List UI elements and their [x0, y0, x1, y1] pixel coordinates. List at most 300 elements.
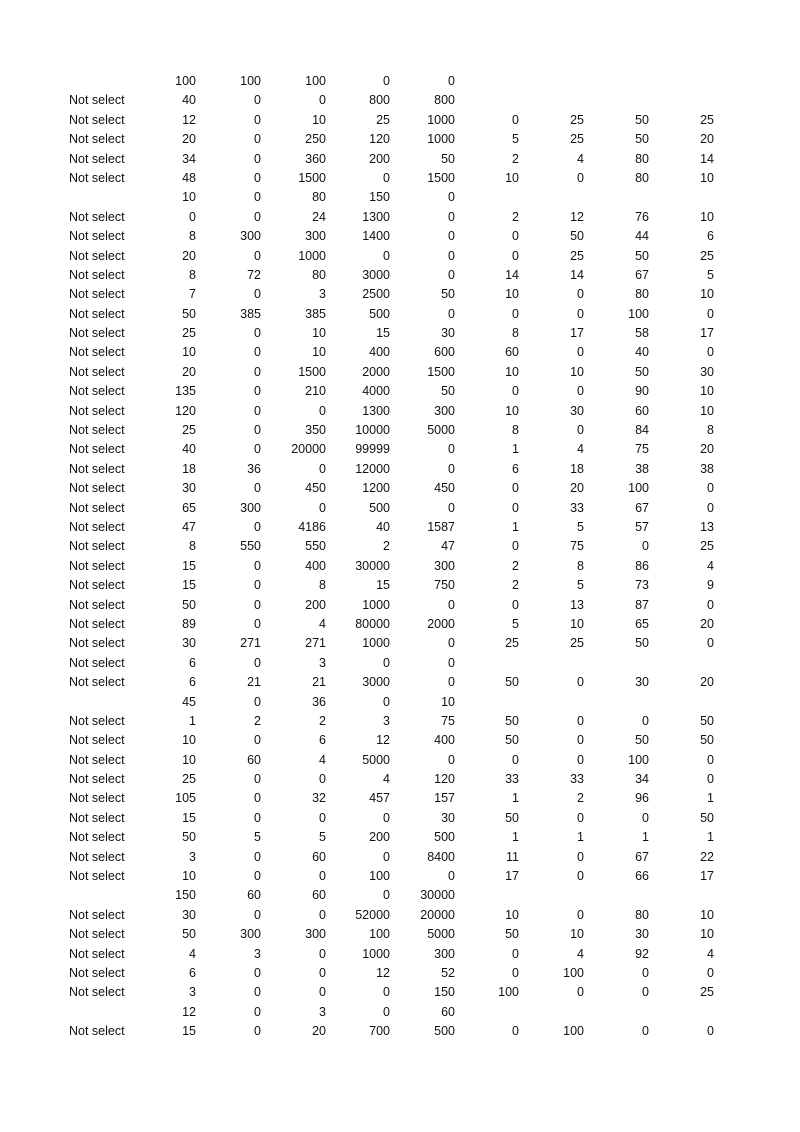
table-row [0, 227, 800, 246]
value-cell: 1500 [298, 364, 326, 379]
table-row [0, 305, 800, 324]
value-cell: 0 [254, 112, 261, 127]
table-row [0, 615, 800, 634]
value-cell: 500 [434, 830, 455, 845]
table-row [0, 557, 800, 576]
value-cell: 6 [189, 675, 196, 690]
value-cell: 52 [441, 965, 455, 980]
value-cell: 2 [512, 578, 519, 593]
value-cell: 0 [707, 965, 714, 980]
table-row [0, 906, 800, 925]
value-cell: 32 [312, 791, 326, 806]
table-row [0, 343, 800, 362]
table-row [0, 72, 800, 91]
value-cell: 8 [189, 267, 196, 282]
value-cell: 100 [628, 306, 649, 321]
value-cell: 1300 [362, 403, 390, 418]
value-cell: 0 [512, 1024, 519, 1039]
status-cell: Not select [69, 752, 125, 767]
value-cell: 2000 [362, 364, 390, 379]
value-cell: 80 [635, 170, 649, 185]
value-cell: 0 [254, 869, 261, 884]
value-cell: 15 [376, 578, 390, 593]
value-cell: 360 [305, 151, 326, 166]
value-cell: 21 [312, 675, 326, 690]
value-cell: 33 [505, 772, 519, 787]
table-row [0, 964, 800, 983]
value-cell: 300 [434, 558, 455, 573]
value-cell: 0 [577, 810, 584, 825]
value-cell: 0 [577, 287, 584, 302]
value-cell: 0 [707, 306, 714, 321]
value-cell: 300 [240, 229, 261, 244]
value-cell: 80 [635, 287, 649, 302]
value-cell: 1 [512, 442, 519, 457]
value-cell: 50 [700, 733, 714, 748]
value-cell: 10 [182, 869, 196, 884]
value-cell: 5000 [427, 423, 455, 438]
table-row [0, 673, 800, 692]
value-cell: 30 [700, 364, 714, 379]
status-cell: Not select [69, 93, 125, 108]
value-cell: 50 [182, 597, 196, 612]
value-cell: 5 [512, 132, 519, 147]
value-cell: 80 [312, 190, 326, 205]
value-cell: 57 [635, 519, 649, 534]
table-row [0, 886, 800, 905]
value-cell: 25 [570, 248, 584, 263]
value-cell: 1 [707, 830, 714, 845]
value-cell: 500 [369, 500, 390, 515]
value-cell: 25 [700, 539, 714, 554]
value-cell: 100 [628, 481, 649, 496]
value-cell: 4 [707, 946, 714, 961]
status-cell: Not select [69, 636, 125, 651]
value-cell: 10 [700, 287, 714, 302]
value-cell: 40 [635, 345, 649, 360]
table-row [0, 266, 800, 285]
value-cell: 135 [175, 384, 196, 399]
value-cell: 17 [700, 869, 714, 884]
value-cell: 0 [448, 209, 455, 224]
value-cell: 25 [182, 326, 196, 341]
table-row [0, 731, 800, 750]
value-cell: 3 [254, 946, 261, 961]
table-row [0, 91, 800, 110]
value-cell: 2000 [427, 616, 455, 631]
value-cell: 73 [635, 578, 649, 593]
value-cell: 0 [448, 267, 455, 282]
value-cell: 0 [577, 849, 584, 864]
value-cell: 67 [635, 267, 649, 282]
value-cell: 150 [434, 985, 455, 1000]
value-cell: 10 [182, 345, 196, 360]
value-cell: 1 [642, 830, 649, 845]
status-cell: Not select [69, 772, 125, 787]
value-cell: 0 [254, 287, 261, 302]
value-cell: 0 [642, 810, 649, 825]
value-cell: 25 [700, 248, 714, 263]
value-cell: 5000 [427, 927, 455, 942]
value-cell: 100 [240, 74, 261, 88]
status-cell: Not select [69, 907, 125, 922]
value-cell: 50 [635, 132, 649, 147]
value-cell: 60 [635, 403, 649, 418]
value-cell: 67 [635, 849, 649, 864]
value-cell: 500 [369, 306, 390, 321]
value-cell: 8 [707, 423, 714, 438]
value-cell: 2 [512, 209, 519, 224]
value-cell: 0 [254, 849, 261, 864]
value-cell: 10 [182, 190, 196, 205]
table-row [0, 285, 800, 304]
value-cell: 0 [577, 675, 584, 690]
value-cell: 25 [570, 636, 584, 651]
value-cell: 50 [441, 151, 455, 166]
value-cell: 10 [312, 112, 326, 127]
value-cell: 0 [707, 481, 714, 496]
value-cell: 300 [240, 927, 261, 942]
value-cell: 50 [182, 830, 196, 845]
table-row [0, 945, 800, 964]
value-cell: 50 [635, 248, 649, 263]
value-cell: 0 [448, 597, 455, 612]
table-row [0, 596, 800, 615]
value-cell: 400 [434, 733, 455, 748]
value-cell: 25 [505, 636, 519, 651]
value-cell: 12 [570, 209, 584, 224]
value-cell: 20 [312, 1024, 326, 1039]
value-cell: 5000 [362, 752, 390, 767]
status-cell: Not select [69, 655, 125, 670]
value-cell: 1000 [362, 636, 390, 651]
value-cell: 1000 [362, 946, 390, 961]
value-cell: 0 [254, 403, 261, 418]
value-cell: 385 [305, 306, 326, 321]
value-cell: 0 [254, 248, 261, 263]
value-cell: 60 [312, 849, 326, 864]
value-cell: 500 [434, 1024, 455, 1039]
value-cell: 8 [577, 558, 584, 573]
table-row [0, 751, 800, 770]
value-cell: 15 [182, 810, 196, 825]
value-cell: 4186 [298, 519, 326, 534]
value-cell: 0 [254, 616, 261, 631]
value-cell: 4 [383, 772, 390, 787]
value-cell: 0 [383, 888, 390, 903]
value-cell: 0 [254, 655, 261, 670]
table-row [0, 848, 800, 867]
status-cell: Not select [69, 267, 125, 282]
value-cell: 0 [254, 170, 261, 185]
value-cell: 100 [175, 74, 196, 88]
value-cell: 300 [240, 500, 261, 515]
value-cell: 0 [642, 539, 649, 554]
value-cell: 87 [635, 597, 649, 612]
value-cell: 0 [383, 170, 390, 185]
value-cell: 4 [319, 752, 326, 767]
value-cell: 10 [700, 403, 714, 418]
value-cell: 0 [448, 229, 455, 244]
value-cell: 100 [628, 752, 649, 767]
value-cell: 4 [319, 616, 326, 631]
value-cell: 271 [305, 636, 326, 651]
table-row [0, 1003, 800, 1022]
value-cell: 12 [376, 965, 390, 980]
value-cell: 6 [189, 965, 196, 980]
table-row [0, 867, 800, 886]
value-cell: 33 [570, 772, 584, 787]
value-cell: 50 [635, 112, 649, 127]
value-cell: 0 [707, 597, 714, 612]
value-cell: 0 [512, 965, 519, 980]
value-cell: 30000 [420, 888, 455, 903]
value-cell: 100 [563, 1024, 584, 1039]
value-cell: 4 [577, 946, 584, 961]
value-cell: 0 [448, 869, 455, 884]
value-cell: 1 [189, 713, 196, 728]
value-cell: 0 [254, 772, 261, 787]
value-cell: 10 [570, 364, 584, 379]
value-cell: 0 [383, 810, 390, 825]
value-cell: 4 [189, 946, 196, 961]
value-cell: 65 [182, 500, 196, 515]
value-cell: 10 [312, 345, 326, 360]
value-cell: 34 [182, 151, 196, 166]
value-cell: 700 [369, 1024, 390, 1039]
value-cell: 300 [305, 229, 326, 244]
table-row [0, 130, 800, 149]
value-cell: 15 [182, 578, 196, 593]
value-cell: 0 [448, 675, 455, 690]
value-cell: 20 [700, 675, 714, 690]
value-cell: 10 [312, 326, 326, 341]
status-cell: Not select [69, 229, 125, 244]
table-row [0, 693, 800, 712]
status-cell: Not select [69, 209, 125, 224]
value-cell: 2 [577, 791, 584, 806]
value-cell: 0 [577, 170, 584, 185]
value-cell: 60 [247, 888, 261, 903]
status-cell: Not select [69, 849, 125, 864]
value-cell: 75 [570, 539, 584, 554]
value-cell: 450 [434, 481, 455, 496]
value-cell: 25 [182, 423, 196, 438]
value-cell: 0 [254, 384, 261, 399]
status-cell: Not select [69, 810, 125, 825]
status-cell: Not select [69, 442, 125, 457]
value-cell: 40 [182, 442, 196, 457]
value-cell: 0 [319, 985, 326, 1000]
value-cell: 0 [512, 597, 519, 612]
value-cell: 38 [635, 461, 649, 476]
value-cell: 75 [441, 713, 455, 728]
status-cell: Not select [69, 578, 125, 593]
value-cell: 100 [369, 869, 390, 884]
value-cell: 3 [189, 849, 196, 864]
value-cell: 33 [570, 500, 584, 515]
value-cell: 1000 [427, 112, 455, 127]
value-cell: 5 [512, 616, 519, 631]
value-cell: 72 [247, 267, 261, 282]
value-cell: 0 [577, 985, 584, 1000]
status-cell: Not select [69, 112, 125, 127]
value-cell: 0 [512, 112, 519, 127]
status-cell: Not select [69, 481, 125, 496]
value-cell: 10000 [355, 423, 390, 438]
value-cell: 30 [635, 675, 649, 690]
value-cell: 10 [505, 907, 519, 922]
value-cell: 17 [700, 326, 714, 341]
value-cell: 10 [700, 384, 714, 399]
value-cell: 0 [319, 907, 326, 922]
value-cell: 1 [512, 519, 519, 534]
table-row [0, 537, 800, 556]
value-cell: 36 [312, 694, 326, 709]
value-cell: 47 [182, 519, 196, 534]
value-cell: 0 [707, 345, 714, 360]
value-cell: 0 [254, 965, 261, 980]
value-cell: 1 [707, 791, 714, 806]
value-cell: 385 [240, 306, 261, 321]
value-cell: 10 [182, 733, 196, 748]
value-cell: 30 [182, 907, 196, 922]
value-cell: 100 [498, 985, 519, 1000]
value-cell: 150 [175, 888, 196, 903]
value-cell: 300 [434, 403, 455, 418]
value-cell: 1400 [362, 229, 390, 244]
value-cell: 84 [635, 423, 649, 438]
value-cell: 8 [189, 229, 196, 244]
value-cell: 10 [570, 616, 584, 631]
value-cell: 157 [434, 791, 455, 806]
value-cell: 0 [577, 752, 584, 767]
value-cell: 0 [512, 306, 519, 321]
value-cell: 50 [635, 636, 649, 651]
value-cell: 0 [448, 74, 455, 88]
value-cell: 5 [707, 267, 714, 282]
value-cell: 0 [642, 965, 649, 980]
table-row [0, 654, 800, 673]
status-cell: Not select [69, 132, 125, 147]
table-row [0, 188, 800, 207]
status-cell: Not select [69, 791, 125, 806]
value-cell: 50 [505, 675, 519, 690]
value-cell: 80 [635, 151, 649, 166]
value-cell: 5 [254, 830, 261, 845]
status-cell: Not select [69, 830, 125, 845]
value-cell: 8 [512, 423, 519, 438]
value-cell: 300 [305, 927, 326, 942]
value-cell: 60 [505, 345, 519, 360]
value-cell: 457 [369, 791, 390, 806]
value-cell: 40 [376, 519, 390, 534]
value-cell: 0 [254, 151, 261, 166]
value-cell: 3 [319, 1004, 326, 1019]
table-row [0, 925, 800, 944]
value-cell: 0 [577, 345, 584, 360]
value-cell: 34 [635, 772, 649, 787]
value-cell: 3000 [362, 675, 390, 690]
value-cell: 50 [505, 733, 519, 748]
value-cell: 30000 [355, 558, 390, 573]
table-row [0, 169, 800, 188]
value-cell: 80 [312, 267, 326, 282]
value-cell: 10 [505, 170, 519, 185]
value-cell: 12000 [355, 461, 390, 476]
value-cell: 0 [319, 500, 326, 515]
table-row [0, 440, 800, 459]
value-cell: 0 [254, 481, 261, 496]
value-cell: 25 [570, 112, 584, 127]
value-cell: 14 [505, 267, 519, 282]
value-cell: 100 [369, 927, 390, 942]
status-cell: Not select [69, 539, 125, 554]
value-cell: 99999 [355, 442, 390, 457]
value-cell: 1200 [362, 481, 390, 496]
value-cell: 0 [512, 752, 519, 767]
table-row [0, 150, 800, 169]
value-cell: 66 [635, 869, 649, 884]
value-cell: 1 [577, 830, 584, 845]
value-cell: 0 [512, 248, 519, 263]
value-cell: 1 [512, 830, 519, 845]
status-cell: Not select [69, 326, 125, 341]
status-cell: Not select [69, 423, 125, 438]
value-cell: 400 [305, 558, 326, 573]
value-cell: 24 [312, 209, 326, 224]
value-cell: 0 [448, 442, 455, 457]
value-cell: 200 [369, 830, 390, 845]
status-cell: Not select [69, 519, 125, 534]
value-cell: 0 [319, 403, 326, 418]
value-cell: 0 [383, 655, 390, 670]
value-cell: 0 [577, 733, 584, 748]
value-cell: 0 [254, 519, 261, 534]
value-cell: 10 [505, 364, 519, 379]
value-cell: 3 [319, 655, 326, 670]
table-row [0, 576, 800, 595]
value-cell: 50 [700, 713, 714, 728]
value-cell: 120 [369, 132, 390, 147]
value-cell: 1587 [427, 519, 455, 534]
status-cell: Not select [69, 733, 125, 748]
value-cell: 0 [319, 461, 326, 476]
table-row [0, 460, 800, 479]
value-cell: 4000 [362, 384, 390, 399]
value-cell: 0 [448, 500, 455, 515]
status-cell: Not select [69, 558, 125, 573]
value-cell: 105 [175, 791, 196, 806]
value-cell: 0 [707, 500, 714, 515]
value-cell: 0 [512, 946, 519, 961]
value-cell: 800 [369, 93, 390, 108]
value-cell: 1 [512, 791, 519, 806]
value-cell: 200 [305, 597, 326, 612]
value-cell: 0 [254, 190, 261, 205]
value-cell: 0 [254, 694, 261, 709]
value-cell: 9 [707, 578, 714, 593]
value-cell: 0 [642, 985, 649, 1000]
table-row [0, 828, 800, 847]
value-cell: 50 [182, 306, 196, 321]
table-row [0, 324, 800, 343]
value-cell: 0 [577, 869, 584, 884]
value-cell: 50 [635, 733, 649, 748]
value-cell: 7 [189, 287, 196, 302]
value-cell: 10 [700, 907, 714, 922]
status-cell: Not select [69, 170, 125, 185]
